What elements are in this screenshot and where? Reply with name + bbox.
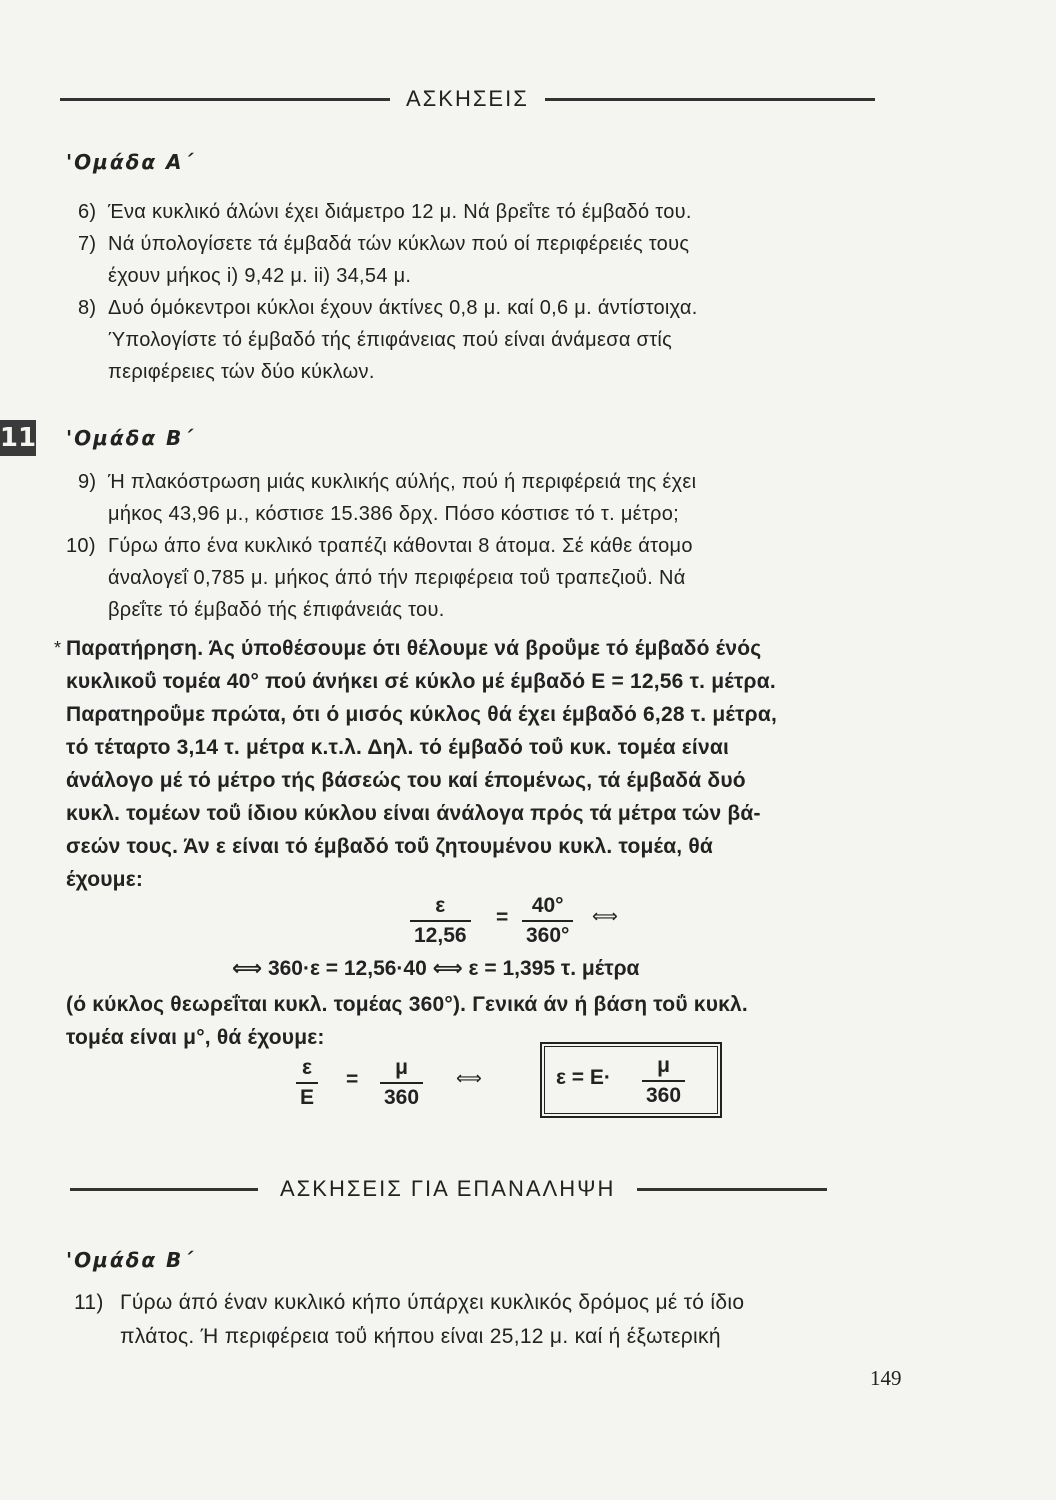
note-line: Παρατήρηση. Άς ύποθέσουμε ότι θέλουμε νά βροΰμε τό έμβαδό ένός <box>66 637 762 660</box>
exercise-line: έχουν μήκος i) 9,42 μ. ii) 34,54 μ. <box>108 265 412 287</box>
heading-text: ΑΣΚΗΣΕΙΣ ΓΙΑ ΕΠΑΝΑΛΗΨΗ <box>280 1176 616 1201</box>
equivalence-arrow: ⟺ <box>456 1068 480 1088</box>
equation-solution: ⟺ 360·ε = 12,56·40 ⟺ ε = 1,395 τ. μέτρα <box>232 957 640 980</box>
heading-rule-right <box>637 1188 827 1191</box>
note-line: έχουμε: <box>66 868 144 891</box>
note-line: Παρατηροΰμε πρώτα, ότι ό μισός κύκλος θά έχει έμβαδό 6,28 τ. μέτρα, <box>66 703 778 726</box>
numerator: μ <box>395 1056 408 1079</box>
exercise-line: Γύρω άπό έναν κυκλικό κήπο ύπάρχει κυκλικός δρόμος μέ τό ίδιο <box>120 1291 745 1314</box>
exercise-number: 8) <box>78 297 97 319</box>
exercise-6 <box>78 196 938 228</box>
note-line: (ό κύκλος θεωρεΐται κυκλ. τομέας 360°). Γενικά άν ή βάση τοΰ κυκλ. <box>66 993 748 1016</box>
denominator: 360 <box>642 1080 685 1110</box>
page-number: 149 <box>870 1366 902 1390</box>
exercise-7 <box>78 228 938 292</box>
group-b-title: 'Ομάδα Β΄ <box>66 426 195 450</box>
equals-sign: = <box>496 906 509 929</box>
exercise-line: περιφέρειες τών δύο κύκλων. <box>108 361 375 383</box>
note-line: τό τέταρτο 3,14 τ. μέτρα κ.τ.λ. Δηλ. τό έμβαδό τοΰ κυκ. τομέα είναι <box>66 736 729 759</box>
numerator: 40° <box>531 894 564 917</box>
observation-note <box>54 632 966 896</box>
exercise-line: Νά ύπολογίσετε τά έμβαδά τών κύκλων πού οί περιφέρειές τους <box>108 233 690 255</box>
note-line: κυκλ. τομέων τοΰ ίδιου κύκλου είναι άνάλογα πρός τά μέτρα τών βά- <box>66 802 761 825</box>
note-line: τομέα είναι μ°, θά έχουμε: <box>66 1026 325 1049</box>
boxed-fraction <box>642 1052 685 1110</box>
exercise-11 <box>74 1286 944 1350</box>
note-line: άνάλογο μέ τό μέτρο τής βάσεώς του καί έπομένως, τά έμβαδά δυό <box>66 769 746 792</box>
denominator: 360° <box>522 920 573 950</box>
chapter-badge: 11 <box>0 420 36 456</box>
denominator: Ε <box>296 1082 318 1112</box>
fraction-40-over-360 <box>522 892 573 950</box>
numerator: ε <box>302 1056 312 1079</box>
fraction-e-over-area <box>410 892 471 950</box>
exercise-line: Ύπολογίστε τό έμβαδό τής έπιφάνειας πού είναι άνάμεσα στίς <box>108 329 673 351</box>
denominator: 360 <box>380 1082 423 1112</box>
exercise-line: βρεΐτε τό έμβαδό τής έπιφάνειάς του. <box>108 599 445 621</box>
denominator: 12,56 <box>410 920 471 950</box>
fraction-e-over-E <box>296 1054 318 1112</box>
exercise-line: Ένα κυκλικό άλώνι έχει διάμετρο 12 μ. Νά βρεΐτε τό έμβαδό του. <box>108 201 692 223</box>
exercise-9 <box>78 466 938 530</box>
exercise-number: 6) <box>78 201 97 223</box>
section-heading-exercises <box>60 86 906 112</box>
numerator: μ <box>657 1054 670 1077</box>
exercise-10 <box>66 530 936 626</box>
heading-rule-right <box>545 98 875 101</box>
heading-text: ΑΣΚΗΣΕΙΣ <box>406 86 529 111</box>
note-line: σεών τους. Άν ε είναι τό έμβαδό τοΰ ζητουμένου κυκλ. τομέα, θά <box>66 835 714 858</box>
fraction-mu-over-360 <box>380 1054 423 1112</box>
exercise-number: 11) <box>74 1291 104 1314</box>
exercise-line: Δυό όμόκεντροι κύκλοι έχουν άκτίνες 0,8 μ. καί 0,6 μ. άντίστοιχα. <box>108 297 698 319</box>
exercise-line: Γύρω άπο ένα κυκλικό τραπέζι κάθονται 8 άτομα. Σέ κάθε άτομο <box>108 535 693 557</box>
exercise-number: 7) <box>78 233 97 255</box>
exercise-line: πλάτος. Ή περιφέρεια τοΰ κήπου είναι 25,12 μ. καί ή έξωτερική <box>120 1325 721 1348</box>
exercise-line: άναλογεΐ 0,785 μ. μήκος άπό τήν περιφέρεια τοΰ τραπεζιοΰ. Νά <box>108 567 686 589</box>
boxed-formula-left: ε = Ε· <box>556 1066 611 1089</box>
group-b-review-title: 'Ομάδα Β΄ <box>66 1248 195 1272</box>
observation-note-continued <box>66 988 966 1054</box>
exercise-line: μήκος 43,96 μ., κόστισε 15.386 δρχ. Πόσο κόστισε τό τ. μέτρο; <box>108 503 680 525</box>
exercise-8 <box>78 292 938 388</box>
section-heading-review <box>70 1176 916 1202</box>
group-a-title: 'Ομάδα Α΄ <box>66 150 195 174</box>
equals-sign: = <box>346 1068 359 1091</box>
note-line: κυκλικοΰ τομέα 40° πού άνήκει σέ κύκλο μέ έμβαδό Ε = 12,56 τ. μέτρα. <box>66 670 776 693</box>
exercise-line: Ή πλακόστρωση μιάς κυκλικής αύλής, πού ή περιφέρειά της έχει <box>108 471 697 493</box>
exercise-number: 9) <box>78 471 97 493</box>
equivalence-arrow: ⟺ <box>592 906 616 926</box>
heading-rule-left <box>70 1188 258 1191</box>
exercise-number: 10) <box>66 535 96 557</box>
heading-rule-left <box>60 98 390 101</box>
note-star: * <box>54 638 62 658</box>
numerator: ε <box>435 894 446 917</box>
